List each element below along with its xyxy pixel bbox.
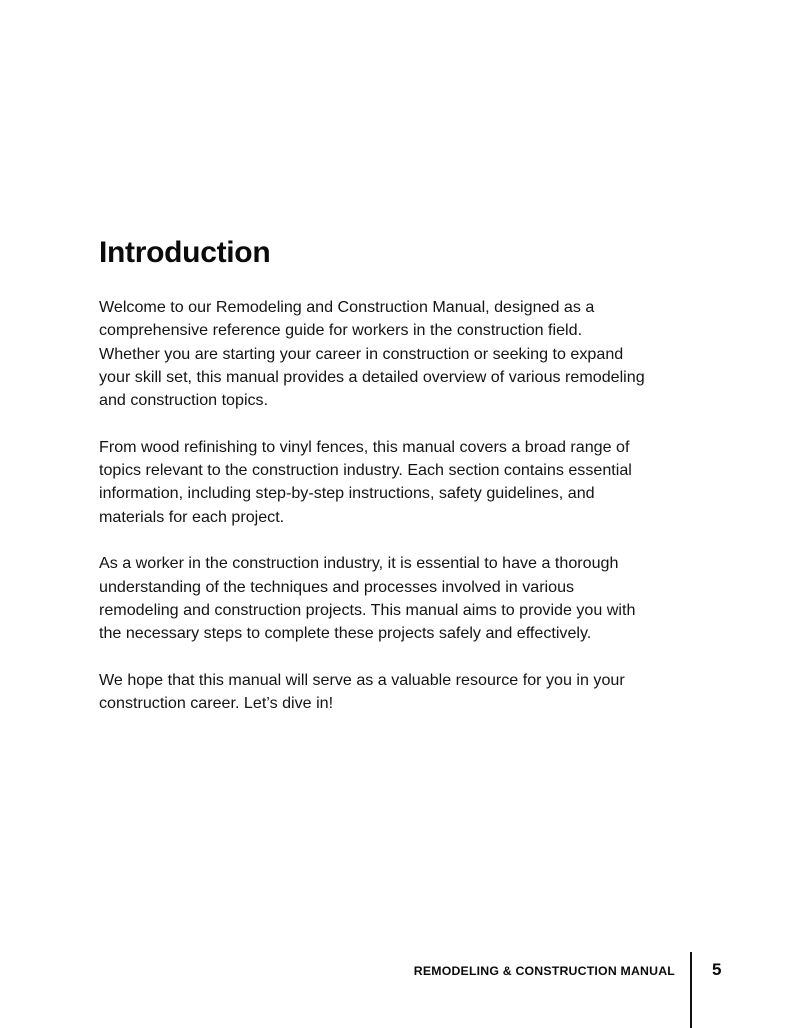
footer-manual-title: REMODELING & CONSTRUCTION MANUAL — [413, 964, 675, 978]
intro-paragraph-4: We hope that this manual will serve as a valuable resource for you in your construction career. Let’s dive in! — [99, 670, 625, 713]
footer-divider — [690, 952, 692, 1028]
introduction-body — [99, 296, 701, 739]
page-footer — [0, 950, 794, 1028]
intro-paragraph-1: Welcome to our Remodeling and Construction Manual, designed as a comprehensive reference guide for workers in the construction field. Whether you are starting your career in construction or seeking to expand your skill set, this manual provides a detailed overview of various remodeling and construction topics. — [99, 298, 645, 410]
page-number: 5 — [712, 960, 722, 979]
intro-paragraph-2: From wood refinishing to vinyl fences, this manual covers a broad range of topics relevant to the construction industry. Each section contains essential information, including step-by-step instructions, safety guidelines, and materials for each project. — [99, 437, 632, 526]
intro-paragraph-3: As a worker in the construction industry, it is essential to have a thorough understanding of the techniques and processes involved in various remodeling and construction projects. This manual aims to provide you with the necessary steps to complete these projects safely and effectively. — [99, 554, 636, 643]
page-title: Introduction — [99, 236, 271, 269]
